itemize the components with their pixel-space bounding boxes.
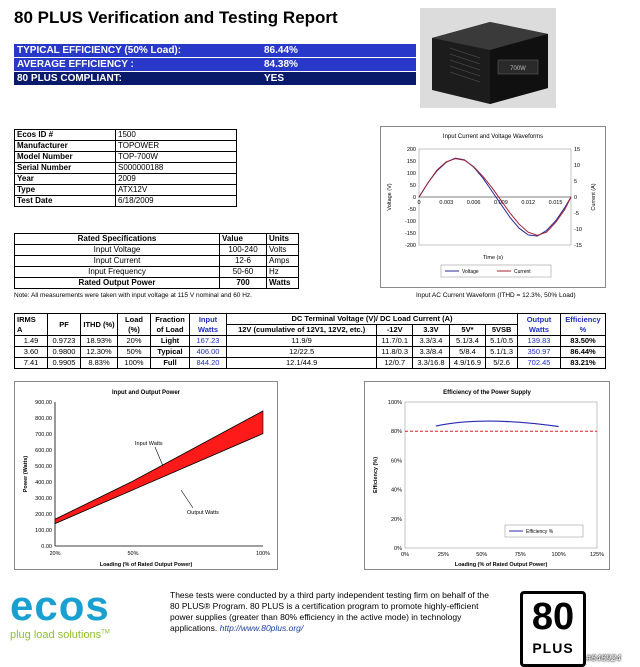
y2-tick-label: 5 (574, 179, 578, 185)
y-tick-label: 400.00 (35, 480, 52, 486)
input-watts-header: Input Watts (190, 314, 227, 336)
results-cell-pf: 0.9800 (48, 347, 81, 358)
pf-header: PF (48, 314, 81, 336)
y-tick-label: -150 (404, 231, 416, 237)
y-tick-label: 100% (387, 400, 402, 406)
info-value: S000000188 (116, 163, 237, 174)
spec-row (15, 267, 299, 278)
info-value: ATX12V (116, 185, 237, 196)
info-key: Year (15, 174, 116, 185)
y-tick-label: 800.00 (35, 416, 52, 422)
info-value: TOP-700W (116, 152, 237, 163)
results-cell-v5sb: 5.1/1.3 (486, 347, 518, 358)
y-tick-label: 0.00 (41, 544, 52, 550)
spec-unit: Volts (267, 245, 299, 256)
spec-value: 12-6 (220, 256, 267, 267)
y-tick-label: 0 (412, 195, 416, 201)
y-axis-label: Efficiency (%) (373, 456, 379, 494)
ithd-header: ITHD (%) (81, 314, 118, 336)
results-cell-irms: 3.60 (15, 347, 48, 358)
spec-name: Input Frequency (15, 267, 220, 278)
x-tick-label: 0% (401, 552, 409, 558)
measurement-note: Note: All measurements were taken with input voltage at 115 V nominal and 60 Hz. (14, 292, 252, 299)
output-arrow (181, 490, 193, 508)
average-efficiency-row (14, 58, 416, 71)
x-tick-label: 25% (437, 552, 449, 558)
results-cell-pf: 0.9905 (48, 358, 81, 369)
info-key: Ecos ID # (15, 130, 116, 141)
info-row (15, 163, 237, 174)
y-tick-label: 20% (390, 516, 402, 523)
irms-unit: A (17, 324, 23, 334)
info-key: Model Number (15, 152, 116, 163)
results-row (15, 347, 606, 358)
spec-unit: Amps (267, 256, 299, 267)
spec-row (15, 278, 299, 289)
ecos-tm: TM (101, 629, 110, 636)
results-row (15, 336, 606, 347)
ecos-wordmark: ecos (10, 582, 110, 629)
info-key: Serial Number (15, 163, 116, 174)
y-tick-label: 600.00 (35, 448, 52, 454)
results-cell-v5: 5.1/3.4 (449, 336, 486, 347)
legend-label: Voltage (462, 269, 479, 275)
info-row (15, 185, 237, 196)
product-label-text: 700W (510, 66, 526, 72)
results-cell-vm12: 12/0.7 (377, 358, 413, 369)
x-tick-label: 0 (417, 200, 421, 206)
results-cell-out: 139.83 (518, 336, 561, 347)
col-3v3: 3.3V (413, 325, 450, 336)
compliant-value: YES (264, 73, 285, 84)
info-key: Test Date (15, 196, 116, 207)
results-cell-irms: 7.41 (15, 358, 48, 369)
x-tick-label: 0.003 (439, 200, 454, 206)
results-cell-ithd: 18.93% (81, 336, 118, 347)
spec-name: Input Voltage (15, 245, 220, 256)
results-cell-in: 167.23 (190, 336, 227, 347)
results-cell-out: 702.45 (518, 358, 561, 369)
ecos-logo (10, 582, 160, 645)
results-table (14, 313, 606, 369)
results-cell-v33: 3.3/3.4 (413, 336, 450, 347)
y-tick-label: -100 (404, 219, 416, 225)
y-tick-label: 300.00 (35, 496, 52, 502)
spec-value: 50-60 (220, 267, 267, 278)
results-cell-irms: 1.49 (15, 336, 48, 347)
typical-efficiency-value: 86.44% (264, 45, 298, 56)
input-watts-annotation: Input Watts (135, 441, 163, 447)
y-tick-label: 60% (390, 458, 402, 465)
average-efficiency-label: AVERAGE EFFICIENCY : (17, 59, 134, 70)
x-tick-label: 125% (589, 552, 605, 558)
average-efficiency-value: 84.38% (264, 59, 298, 70)
rated-specs-table (14, 233, 299, 289)
legend-label: Efficiency % (526, 529, 554, 535)
y-tick-label: 500.00 (35, 464, 52, 470)
y-tick-label: 900.00 (35, 400, 52, 406)
results-cell-v12: 11.9/9 (227, 336, 377, 347)
y-tick-label: 100 (406, 171, 416, 177)
page-title: 80 PLUS Verification and Testing Report (14, 8, 338, 27)
results-cell-ithd: 8.83% (81, 358, 118, 369)
results-cell-frac: Typical (151, 347, 190, 358)
output-watts-header: Output Watts (518, 314, 561, 336)
product-info-table (14, 129, 237, 207)
spec-row (15, 256, 299, 267)
x-axis-label: Loading (% of Rated Output Power) (99, 562, 193, 568)
col-5v: 5V* (449, 325, 486, 336)
80plus-link[interactable]: http://www.80plus.org/ (219, 623, 304, 633)
results-row (15, 358, 606, 369)
badge-text: PLUS (532, 640, 574, 656)
results-cell-v5sb: 5.1/0.5 (486, 336, 518, 347)
ecos-tagline: plug load solutions (10, 629, 102, 641)
info-value: 1500 (116, 130, 237, 141)
results-cell-v12: 12.1/44.9 (227, 358, 377, 369)
x-tick-label: 0.009 (494, 200, 508, 206)
waveform-chart (380, 126, 606, 288)
results-cell-v5: 5/8.4 (449, 347, 486, 358)
results-cell-load: 20% (118, 336, 151, 347)
waveform-title: Input Current and Voltage Waveforms (442, 134, 544, 140)
spec-name: Input Current (15, 256, 220, 267)
legend-label: Current (514, 269, 531, 275)
info-row (15, 196, 237, 207)
col-12v: 12V (cumulative of 12V1, 12V2, etc.) (227, 325, 377, 336)
spec-name: Rated Output Power (15, 278, 220, 289)
efficiency-chart (364, 381, 610, 570)
typical-efficiency-label: TYPICAL EFFICIENCY (50% Load): (17, 45, 182, 56)
x-tick-label: 75% (514, 552, 526, 558)
y-tick-label: 0% (394, 546, 402, 552)
col-minus12v: -12V (377, 325, 413, 336)
efficiency-title: Efficiency of the Power Supply (443, 390, 531, 396)
y2-tick-label: -15 (574, 243, 582, 249)
results-cell-eff: 86.44% (561, 347, 606, 358)
x-tick-label: 50% (127, 551, 139, 557)
x-tick-label: 0.006 (466, 200, 481, 206)
y-tick-label: 100.00 (35, 528, 52, 534)
y-tick-label: -200 (404, 243, 416, 249)
spec-unit: Watts (267, 278, 299, 289)
spec-unit: Hz (267, 267, 299, 278)
info-row (15, 141, 237, 152)
footer-text: These tests were conducted by a third party independent testing firm on behalf of the 80 PLUS® Program. 80 PLUS is a certification program to promote highly-efficient power supplies (greater than 80% efficiency in the active mode) in technology applications. (170, 590, 489, 633)
dc-terminal-header: DC Terminal Voltage (V)/ DC Load Current (A) (227, 314, 518, 325)
col-5vsb: 5VSB (486, 325, 518, 336)
y-tick-label: 80% (390, 429, 402, 436)
results-cell-v33: 3.3/8.4 (413, 347, 450, 358)
x-axis-label: Loading (% of Rated Output Power) (454, 562, 548, 568)
results-cell-vm12: 11.8/0.3 (377, 347, 413, 358)
product-photo (420, 8, 556, 108)
info-row (15, 152, 237, 163)
y-axis-label: Power (Watts) (23, 455, 29, 493)
watermark: #646924 (586, 653, 622, 663)
y-tick-label: 50 (409, 183, 416, 189)
y-tick-label: 40% (390, 487, 402, 494)
info-value: 2009 (116, 174, 237, 185)
irms-header: IRMS (17, 314, 36, 324)
results-cell-load: 50% (118, 347, 151, 358)
results-cell-load: 100% (118, 358, 151, 369)
y-tick-label: 200 (406, 147, 416, 153)
specs-header-units: Units (267, 234, 299, 245)
y2-tick-label: 15 (574, 147, 581, 153)
load-header: Load (%) (118, 314, 151, 336)
output-watts-annotation: Output Watts (187, 510, 219, 516)
compliant-row (14, 72, 416, 85)
info-value: TOPOWER (116, 141, 237, 152)
info-row (15, 130, 237, 141)
results-cell-v5sb: 5/2.6 (486, 358, 518, 369)
spec-row (15, 245, 299, 256)
compliant-label: 80 PLUS COMPLIANT: (17, 73, 123, 84)
y2-tick-label: -10 (574, 227, 582, 233)
results-cell-vm12: 11.7/0.1 (377, 336, 413, 347)
info-row (15, 174, 237, 185)
x-tick-label: 100% (255, 551, 271, 557)
efficiency-header: Efficiency % (561, 314, 606, 336)
spec-value: 700 (220, 278, 267, 289)
specs-header-name: Rated Specifications (15, 234, 220, 245)
results-cell-frac: Light (151, 336, 190, 347)
x-axis-label: Time (s) (483, 255, 503, 261)
results-cell-out: 350.97 (518, 347, 561, 358)
y2-axis-label: Current (A) (591, 183, 597, 211)
y-tick-label: 700.00 (35, 432, 52, 438)
80plus-badge (520, 591, 586, 667)
y2-tick-label: 10 (574, 163, 581, 169)
results-cell-v5: 4.9/16.9 (449, 358, 486, 369)
x-tick-label: 20% (49, 551, 61, 557)
waveform-caption: Input AC Current Waveform (ITHD = 12.3%, 50% Load) (416, 292, 576, 299)
x-tick-label: 50% (476, 552, 488, 558)
y-axis-label: Voltage (V) (387, 183, 393, 211)
x-tick-label: 0.012 (521, 200, 536, 206)
results-cell-eff: 83.50% (561, 336, 606, 347)
output-watts-line (55, 434, 263, 524)
power-title: Input and Output Power (112, 390, 180, 396)
y-tick-label: 150 (406, 159, 416, 165)
results-cell-frac: Full (151, 358, 190, 369)
info-key: Manufacturer (15, 141, 116, 152)
info-key: Type (15, 185, 116, 196)
results-cell-in: 406.00 (190, 347, 227, 358)
y2-tick-label: -5 (574, 211, 579, 217)
results-cell-in: 844.20 (190, 358, 227, 369)
x-tick-label: 100% (551, 552, 566, 558)
results-cell-pf: 0.9723 (48, 336, 81, 347)
input-watts-line (55, 411, 263, 519)
efficiency-curve (436, 421, 559, 426)
power-chart (14, 381, 278, 570)
x-tick-label: 0.015 (548, 200, 563, 206)
y2-tick-label: 0 (574, 195, 578, 201)
y-tick-label: -50 (408, 207, 416, 213)
results-cell-eff: 83.21% (561, 358, 606, 369)
specs-header-value: Value (220, 234, 267, 245)
results-cell-v12: 12/22.5 (227, 347, 377, 358)
typical-efficiency-row (14, 44, 416, 57)
results-cell-ithd: 12.30% (81, 347, 118, 358)
summary-block (14, 44, 416, 86)
spec-value: 100-240 (220, 245, 267, 256)
info-value: 6/18/2009 (116, 196, 237, 207)
fraction-header: Fraction of Load (151, 314, 190, 336)
y-tick-label: 200.00 (35, 512, 52, 518)
badge-number: 80 (531, 596, 575, 638)
input-arrow (155, 447, 163, 466)
results-cell-v33: 3.3/16.8 (413, 358, 450, 369)
